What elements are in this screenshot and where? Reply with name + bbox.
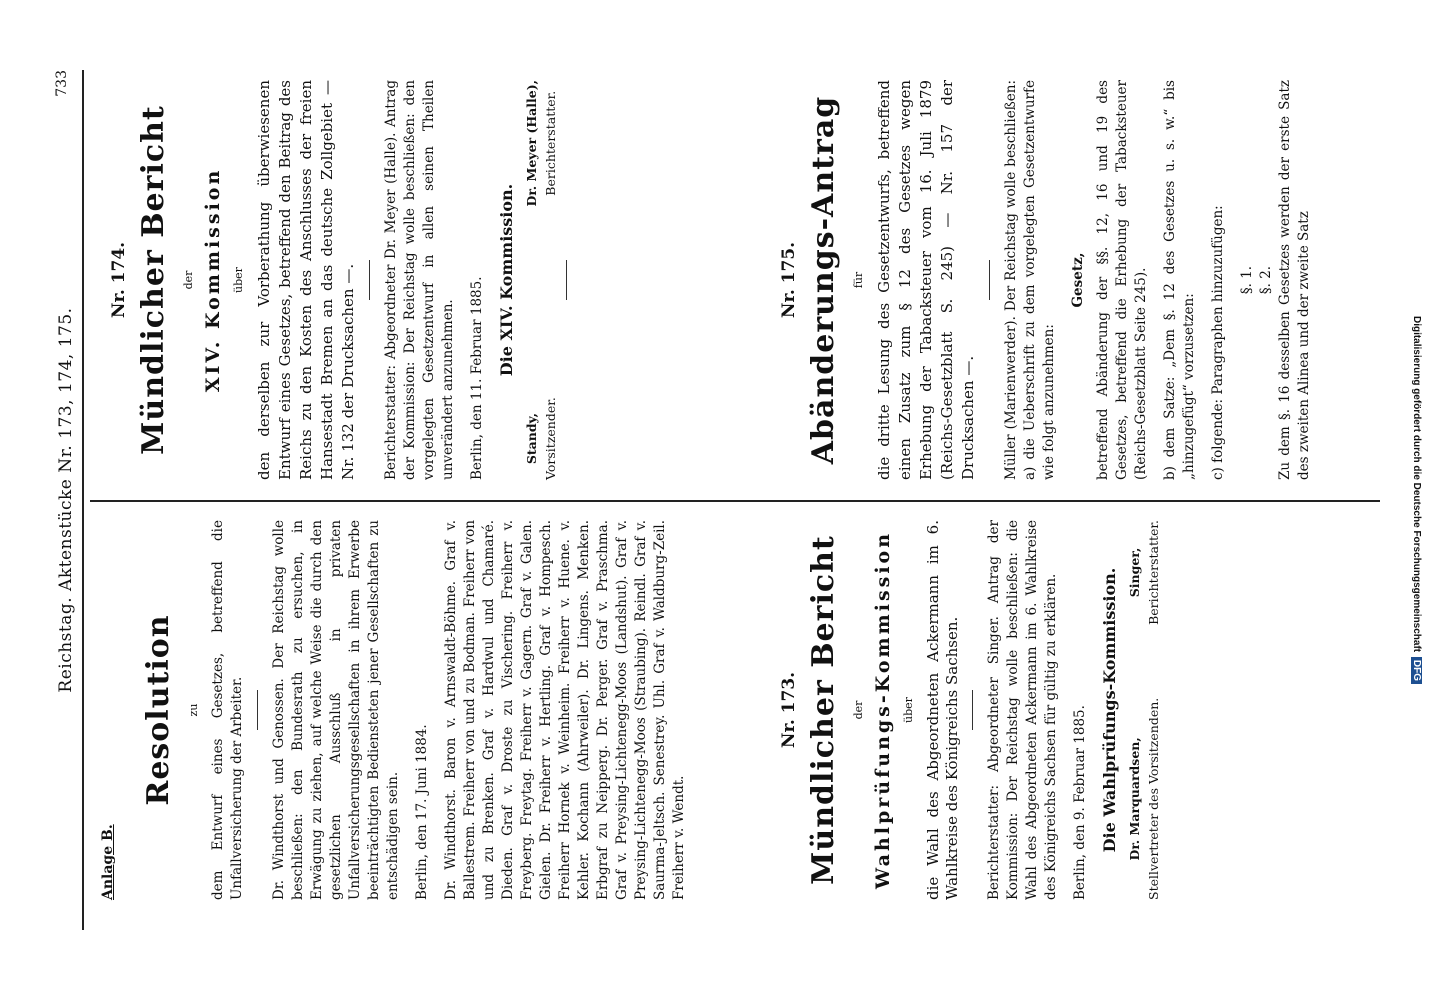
resolution-date: Berlin, den 17. Juni 1884. xyxy=(414,724,430,900)
resolution-title: Resolution xyxy=(141,614,176,806)
nr173-closing: Die Wahlprüfungs-Kommission. xyxy=(1100,567,1119,853)
nr175-subject: die dritte Lesung des Gesetzentwurfs, betreffend einen Zusatz zum § 12 des Gesetzes wegen Erhebung der Tabacksteuer vom 16. Juli 1879 (Reichs-Gesetzblatt S. 245) — Nr. 157 der Drucksachen —. xyxy=(875,80,977,480)
signature-name: Dr. Meyer (Halle), xyxy=(524,80,539,207)
nr175-gesetz-subtitle: betreffend Abänderung der §§. 12, 16 und 19 des Gesetzes, betreffend die Erhebung der Tabacksteuer (Reichs-Gesetzblatt Seite 245). xyxy=(1095,80,1149,480)
running-title: Reichstag. Aktenstücke Nr. 173, 174, 175. xyxy=(56,307,76,693)
dfg-logo: DFG xyxy=(1411,657,1422,684)
nr175-item-b: b) dem Satze: „Dem §. 12 des Gesetzes u. s. w.“ bis „hinzugefügt“ vorzusetzen: xyxy=(1162,80,1197,480)
nr173-signatures xyxy=(1125,520,1163,900)
signature-name: Dr. Marquardsen, xyxy=(1127,737,1142,861)
signature-role: Berichterstatter. xyxy=(543,90,558,196)
nr174-body: Berichterstatter: Abgeordneter Dr. Meyer (Halle). Antrag der Kommission: Der Reichstag wolle beschließen: den vorgelegten Gesetzentwurf in allen seinen Theilen unverändert anzunehmen. xyxy=(383,80,456,480)
nr173-subject: die Wahl des Abgeordneten Ackermann im 6. Wahlkreise des Königreichs Sachsen. xyxy=(924,520,961,900)
divider xyxy=(989,260,990,300)
nr174-subject: den derselben zur Vorberathung überwiesenen Entwurf eines Gesetzes, betreffend den Beitrag des Reichs zu den Kosten des Anschlusses der freien Hansestadt Bremen an das deutsche Zollgebiet — Nr. 132 der Drucksachen —. xyxy=(255,80,357,480)
nr173-body: Berichterstatter: Abgeordneter Singer. Antrag der Kommission: Der Reichstag wolle beschließen: die Wahl des Abgeordneten Ackermann im 6. Wahlkreise des Königreichs Sachsen für gültig zu erklären. xyxy=(986,520,1059,900)
nr175-body: Müller (Marienwerder). Der Reichstag wolle beschließen: a) die Ueberschrift zu dem vorgelegten Gesetzentwurfe wie folgt anzunehmen: xyxy=(1003,80,1057,480)
nr175-number: Nr. 175. xyxy=(779,241,799,319)
nr174-date: Berlin, den 11. Februar 1885. xyxy=(469,276,485,480)
page-number: 733 xyxy=(54,70,70,97)
nr173-section xyxy=(780,520,1163,900)
nr174-title: Mündlicher Bericht xyxy=(136,105,171,455)
nr175-title: Abänderungs-Antrag xyxy=(806,95,841,465)
nr175-paragraph-2: §. 2. xyxy=(1258,265,1274,295)
signature-role: Vorsitzender. xyxy=(543,397,558,480)
nr174-committee: XIV. Kommission xyxy=(202,167,224,393)
nr173-der: der xyxy=(852,700,865,720)
resolution-section xyxy=(140,520,699,900)
nr174-ueber: über xyxy=(232,267,245,293)
nr173-ueber: über xyxy=(902,697,915,723)
nr175-section xyxy=(780,80,1324,480)
resolution-body: Dr. Windthorst und Genossen. Der Reichstag wolle beschließen: den Bundesrath zu ersuchen, in Erwägung zu ziehen, auf welche Weise die durch den gesetzlichen Ausschluß in privaten Unfallversicherungsgesellschaften in ihrem Erwerbe beeinträchtigten Bediensteten jener Gesellschaften zu entschädigen sein. xyxy=(271,520,401,900)
nr174-closing: Die XIV. Kommission. xyxy=(497,183,516,377)
digitization-note-text: Digitalisierung gefördert durch die Deutsche Forschungsgemeinschaft xyxy=(1411,315,1422,653)
nr174-section xyxy=(110,80,579,480)
resolution-signers: Dr. Windthorst. Baron v. Arnswaldt-Böhme. Graf v. Ballestrem. Freiherr von und zu Bodman. Freiherr von und zu Brenken. Graf v. Hardwul und Chamaré. Dieden. Graf v. Droste zu Vischering. Freiherr v. Freyberg. Freytag. Freiherr v. Gagern. Graf v. Galen. Gielen. Dr. Freiherr v. Hertling. Graf v. Hompesch. Freiherr Hornek v. Weinheim. Freiherr v. Huene. v. Kehler. Kochann (Ahrweiler). Dr. Lingens. Menken. Erbgraf zu Neipperg. Dr. Perger. Graf v. Praschma. Graf v. Preysing-Lichtenegg-Moos (Landshut). Graf v. Preysing-Lichtenegg-Moos (Straubing). Reindl. Graf v. Saurma-Jeltsch. Senestrey. Uhl. Graf v. Waldburg-Zeil. Freiherr v. Wendt. xyxy=(443,520,687,900)
nr174-der: der xyxy=(182,270,195,290)
nr174-signatures xyxy=(522,80,560,480)
digitization-note xyxy=(1411,0,1422,1000)
nr173-title: Mündlicher Bericht xyxy=(806,535,841,885)
nr175-paragraph-1: §. 1. xyxy=(1239,265,1255,295)
divider xyxy=(369,260,370,300)
resolution-zu: zu xyxy=(187,703,200,717)
resolution-subject: dem Entwurf eines Gesetzes, betreffend die Unfallversicherung der Arbeiter. xyxy=(210,520,245,900)
divider xyxy=(566,260,567,300)
signature-role: Stellvertreter des Vorsitzenden. xyxy=(1146,697,1161,900)
nr175-gesetz: Gesetz, xyxy=(1070,252,1086,308)
anlage-label: Anlage B. xyxy=(100,824,116,900)
divider xyxy=(257,690,258,730)
signature-name: Standy, xyxy=(524,413,539,465)
page-header xyxy=(50,70,84,930)
signature-role: Berichterstatter. xyxy=(1146,520,1161,625)
nr175-fuer: für xyxy=(852,271,865,289)
nr175-item-c: c) folgende: Paragraphen hinzuzufügen: xyxy=(1210,205,1226,480)
divider xyxy=(972,690,973,730)
nr173-date: Berlin, den 9. Februar 1885. xyxy=(1072,705,1088,900)
signature-name: Singer, xyxy=(1127,547,1142,598)
nr175-last-text: Zu dem §. 16 desselben Gesetzes werden der erste Satz des zweiten Alinea und der zweite Satz xyxy=(1277,80,1312,480)
nr173-number: Nr. 173. xyxy=(779,671,799,749)
nr174-number: Nr. 174. xyxy=(109,241,129,319)
column-divider xyxy=(90,500,1380,502)
nr173-committee: Wahlprüfungs-Kommission xyxy=(872,530,894,890)
